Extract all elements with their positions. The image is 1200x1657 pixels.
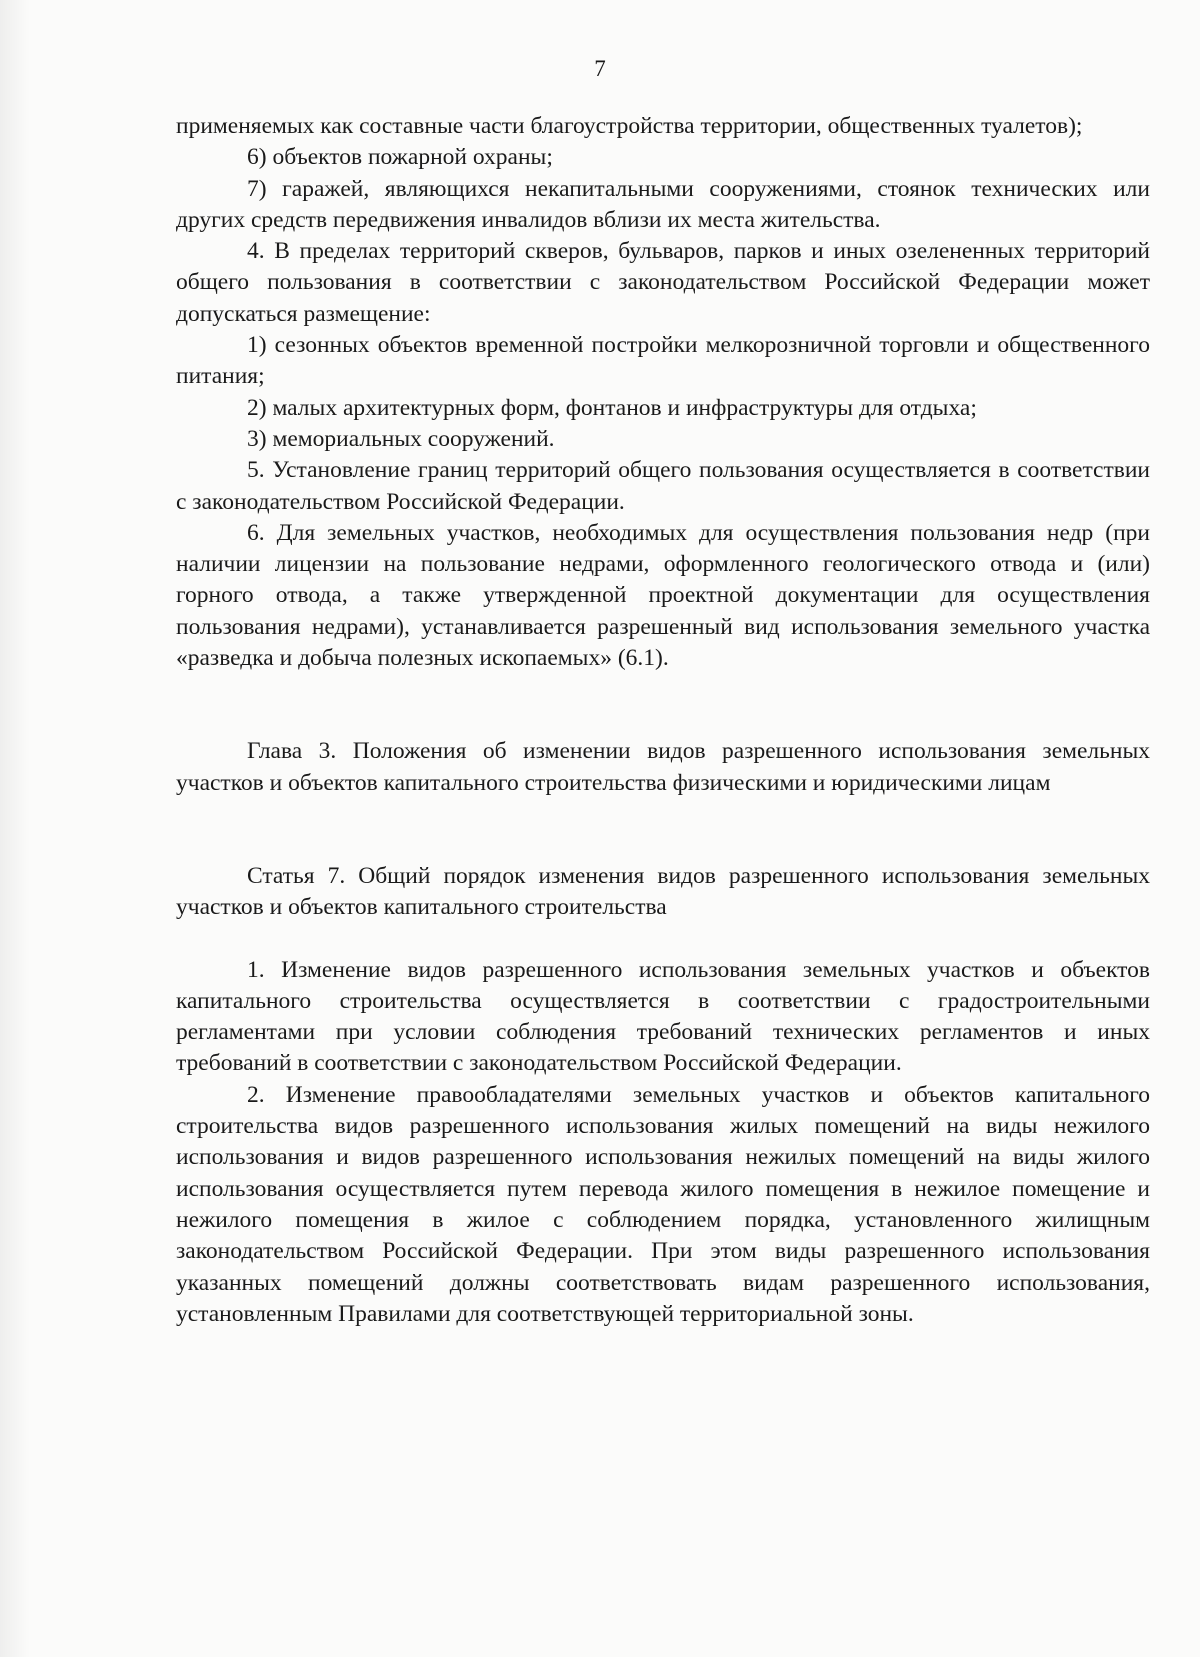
- spacer: [176, 674, 1150, 705]
- article-heading: Статья 7. Общий порядок изменения видов разрешенного использования земельных участков и объектов капитального строительства: [176, 862, 1150, 921]
- paragraph-continuation: применяемых как составные части благоустройства территории, общественных туалетов);: [176, 113, 1083, 139]
- clause-4-item-3: 3) мемориальных сооружений.: [247, 425, 555, 452]
- article-clause-1: 1. Изменение видов разрешенного использования земельных участков и объектов капитального строительства осуществляется в соответствии с градостроительными регламентами при условии соблюдения требований технических регламентов и иных требований в соответствии с законодательством Российской Федерации.: [176, 956, 1150, 1077]
- list-item-6: 6) объектов пожарной охраны;: [247, 144, 553, 171]
- list-item-7: 7) гаражей, являющихся некапитальными сооружениями, стоянок технических или других средств передвижения инвалидов вблизи их места жительства.: [176, 175, 1150, 233]
- clause-4-item-1: 1) сезонных объектов временной постройки мелкорозничной торговли и общественного питания;: [176, 332, 1150, 390]
- clause-6: 6. Для земельных участков, необходимых для осуществления пользования недр (при наличии лицензии на пользование недрами, оформленного геологического отвода и (или) горного отвода, а также утвержденной проектной документации для осуществления пользования недрами), устанавливается разрешенный вид использования земельного участка «разведка и добыча полезных ископаемых» (6.1).: [176, 519, 1150, 672]
- spacer: [176, 924, 1150, 955]
- page-number: 7: [594, 56, 606, 81]
- scan-edge-shadow: [0, 0, 30, 1657]
- document-body: [176, 111, 1150, 1330]
- chapter-heading: Глава 3. Положения об изменении видов разрешенного использования земельных участков и объектов капитального строительства физическими и юридическими лицам: [176, 738, 1150, 796]
- article-clause-2: 2. Изменение правообладателями земельных участков и объектов капитального строительства видов разрешенного использования жилых помещений на виды нежилого использования и видов разрешенного использования нежилых помещений на виды жилого использования осуществляется путем перевода жилого помещения в нежилое помещение и нежилого помещения в жилое с соблюдением порядка, установленного жилищным законодательством Российской Федерации. При этом виды разрешенного использования указанных помещений должны соответствовать видам разрешенного использования, установленным Правилами для соответствующей территориальной зоны.: [176, 1081, 1150, 1327]
- clause-4-item-2: 2) малых архитектурных форм, фонтанов и инфраструктуры для отдыха;: [247, 394, 977, 421]
- spacer: [176, 799, 1150, 830]
- clause-4: 4. В пределах территорий скверов, бульваров, парков и иных озелененных территорий общего пользования в соответствии с законодательством Российской Федерации может допускаться размещение:: [176, 238, 1150, 327]
- clause-5: 5. Установление границ территорий общего пользования осуществляется в соответствии с законодательством Российской Федерации.: [176, 457, 1150, 515]
